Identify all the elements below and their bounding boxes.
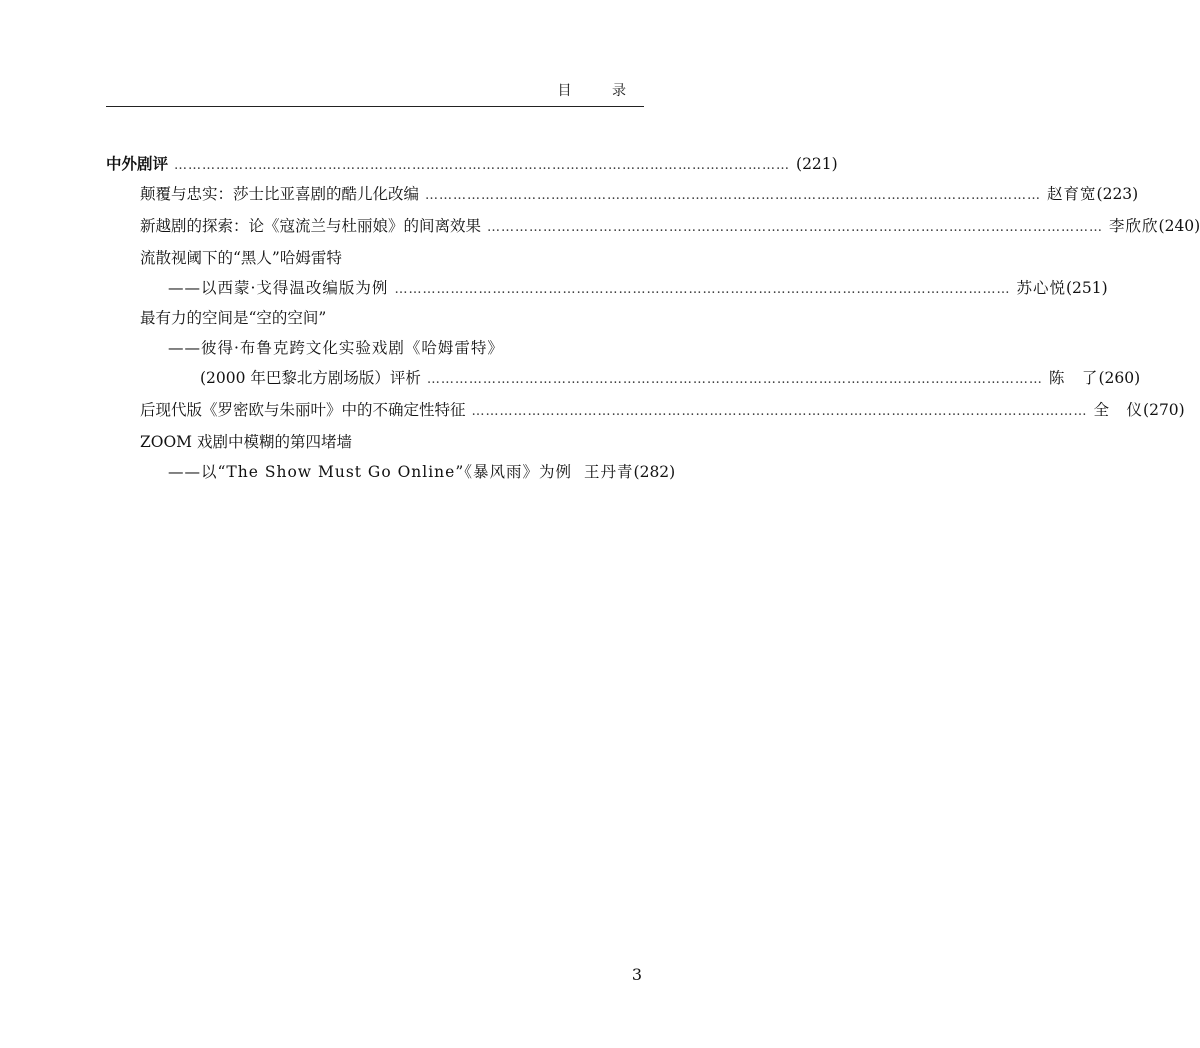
dot-leader: …………………………………………………………………………………………………………………… xyxy=(174,158,791,173)
entry-author: 全 仪 xyxy=(1093,401,1144,419)
page-ref: (270) xyxy=(1143,401,1185,419)
toc-entry[interactable] xyxy=(140,398,1185,422)
entry-author: 陈 了 xyxy=(1048,369,1099,387)
toc-entry-title-line[interactable] xyxy=(140,246,638,270)
entry-subtitle: ——彼得·布鲁克跨文化实验戏剧《哈姆雷特》 xyxy=(168,339,504,357)
dot-leader: …………………………………………………………………………………………………………………… xyxy=(394,282,1011,297)
toc-section-row[interactable] xyxy=(106,152,838,176)
dot-leader: …………………………………………………………………………………………………………………… xyxy=(425,188,1042,203)
toc-entry-title-line[interactable] xyxy=(140,430,638,454)
page-ref: (221) xyxy=(796,155,838,173)
page-ref: (260) xyxy=(1098,369,1141,387)
entry-subtitle: ——以“The Show Must Go Online”《暴风雨》为例 xyxy=(168,463,573,481)
section-title: 中外剧评 xyxy=(106,155,169,173)
toc-entry[interactable] xyxy=(140,214,1200,238)
toc-entry[interactable] xyxy=(200,366,1141,390)
dot-leader: …………………………………………………………………………………………………………………… xyxy=(426,372,1043,387)
entry-title: 后现代版《罗密欧与朱丽叶》中的不确定性特征 xyxy=(140,401,466,419)
entry-title: ZOOM 戏剧中模糊的第四堵墙 xyxy=(140,433,352,451)
entry-title: 新越剧的探索：论《寇流兰与杜丽娘》的间离效果 xyxy=(140,217,482,235)
entry-subtitle-cont: (2000 年巴黎北方剧场版）评析 xyxy=(200,369,421,387)
entry-subtitle: ——以西蒙·戈得温改编版为例 xyxy=(168,279,389,297)
dot-leader: …………………………………………………………………………………………………………………… xyxy=(487,220,1104,235)
dot-leader: …………………………………………………………………………………………………………………… xyxy=(471,404,1088,419)
entry-title: 颠覆与忠实：莎士比亚喜剧的酷儿化改编 xyxy=(140,185,420,203)
toc-entry[interactable] xyxy=(168,276,1108,300)
page-ref: (282) xyxy=(633,463,676,481)
toc-entry-subtitle-line[interactable] xyxy=(168,336,638,360)
toc-entry-title-line[interactable] xyxy=(140,306,638,330)
page-ref: (251) xyxy=(1065,279,1108,297)
page-number: 3 xyxy=(631,965,642,984)
toc-entry[interactable] xyxy=(168,460,676,484)
entry-author: 李欣欣 xyxy=(1109,217,1159,235)
entry-author: 王丹青 xyxy=(584,463,634,481)
page-ref: (240) xyxy=(1158,217,1200,235)
page-ref: (223) xyxy=(1096,185,1139,203)
header-rule xyxy=(106,106,644,107)
entry-author: 赵育宽 xyxy=(1047,185,1097,203)
entry-author: 苏心悦 xyxy=(1016,279,1066,297)
running-head: 目 录 xyxy=(557,83,644,99)
toc-entry[interactable] xyxy=(140,182,1139,206)
entry-title: 最有力的空间是“空的空间” xyxy=(140,309,327,327)
entry-title: 流散视阈下的“黑人”哈姆雷特 xyxy=(140,249,342,267)
